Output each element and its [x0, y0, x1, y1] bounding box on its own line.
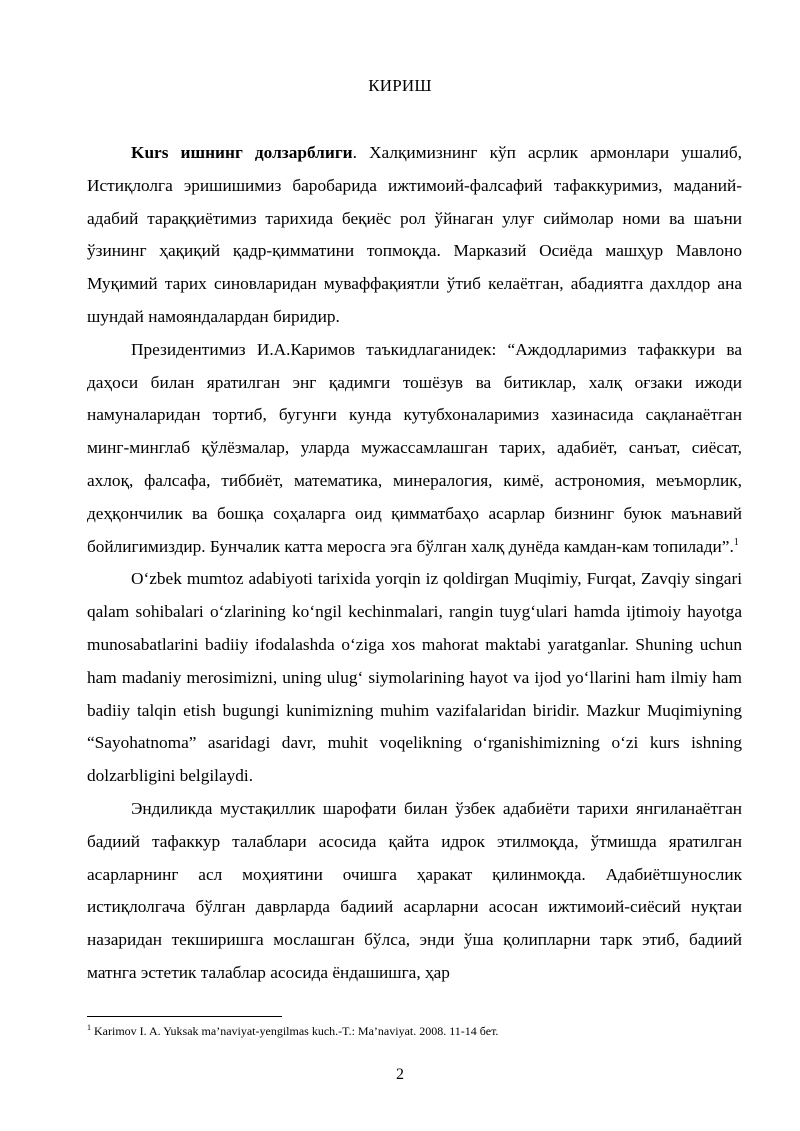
- footnote: [87, 1024, 742, 1039]
- footnote-marker: 1: [87, 1023, 91, 1032]
- paragraph-text: Oʻzbek mumtoz adabiyoti tarixida yorqin iz qoldirgan Muqimiy, Furqat, Zavqiy singari qalam sohibalari oʻzlarining koʻngil kechinmalari, rangin tuygʻulari hamda ijtimoiy hayotga munosabatlarini badiiy ifodalashda oʻziga xos mahorat maktabi yaratganlar. Shuning uchun ham madaniy merosimizni, uning ulugʻ siymolarining hayot va ijod yoʻllarini ham ilmiy ham badiiy talqin etish bugungi kunimizning muhim vazifalaridan biridir. Mazkur Muqimiyning “Sayohatnoma” asaridagi davr, muhit voqelikning oʻrganishimizning oʻzi kurs ishning dolzarbligini belgilaydi.: [87, 569, 742, 786]
- paragraph-text: . Халқимизнинг кўп асрлик армонлари ушалиб, Истиқлолга эришишимиз баробарида ижтимоий-фалсафий тафаккуримиз, маданий-адабий тараққиётимиз тарихида беқиёс рол ўйнаган улуғ сиймолар номи ва шаъни ўзининг ҳақиқий қадр-қимматини топмоқда. Марказий Осиёда машҳур Мавлоно Муқимий тарих синовларидан муваффақиятли ўтиб келаётган, абадиятга дахлдор ана шундай намояндалардан биридир.: [87, 143, 742, 326]
- footnote-separator: [87, 1016, 282, 1017]
- relevance-heading: Kurs ишнинг долзарблиги: [131, 143, 353, 162]
- page-number: 2: [396, 1066, 404, 1083]
- footnote-reference[interactable]: 1: [733, 536, 739, 548]
- page-title: КИРИШ: [368, 76, 432, 95]
- paragraph-quote: [87, 334, 742, 564]
- footnote-text: Karimov I. A. Yuksak ma’naviyat-yengilmas kuch.-T.: Ma’naviyat. 2008. 11-14 бет.: [91, 1024, 499, 1038]
- paragraph-independence: [87, 793, 742, 990]
- paragraph-text: Эндиликда мустақиллик шарофати билан ўзбек адабиёти тарихи янгиланаётган бадиий тафаккур талаблари асосида қайта идрок этилмоқда, ўтмишда яратилган асарларнинг асл моҳиятини очишга ҳаракат қилинмоқда. Адабиётшунослик истиқлолгача бўлган даврларда бадиий асарларни асосан ижтимоий-сиёсий нуқтаи назаридан текширишга мослашган бўлса, энди ўша қолипларни тарк этиб, бадиий матнга эстетик талаблар асосида ёндашишга, ҳар: [87, 798, 742, 982]
- paragraph-text: Президентимиз И.А.Каримов таъкидлаганидек: “Аждодларимиз тафаккури ва даҳоси билан яратилган энг қадимги тошёзув ва битиклар, халқ оғзаки ижоди намуналаридан тортиб, бугунги кунда кутубхоналаримиз хазинасида сақланаётган минг-минглаб қўлёзмалар, уларда мужассамлашган тарих, адабиёт, санъат, сиёсат, ахлоқ, фалсафа, тиббиёт, математика, минералогия, кимё, астрономия, меъморлик, деҳқончилик ва бошқа соҳаларга оид қимматбаҳо асарлар бизнинг буюк маънавий бойлигимиздир. Бунчалик катта меросга эга бўлган халқ дунёда камдан-кам топилади”.: [87, 339, 742, 556]
- paragraph-relevance: [87, 137, 742, 334]
- paragraph-uzbek-literature: [87, 563, 742, 793]
- body-text: [87, 137, 742, 990]
